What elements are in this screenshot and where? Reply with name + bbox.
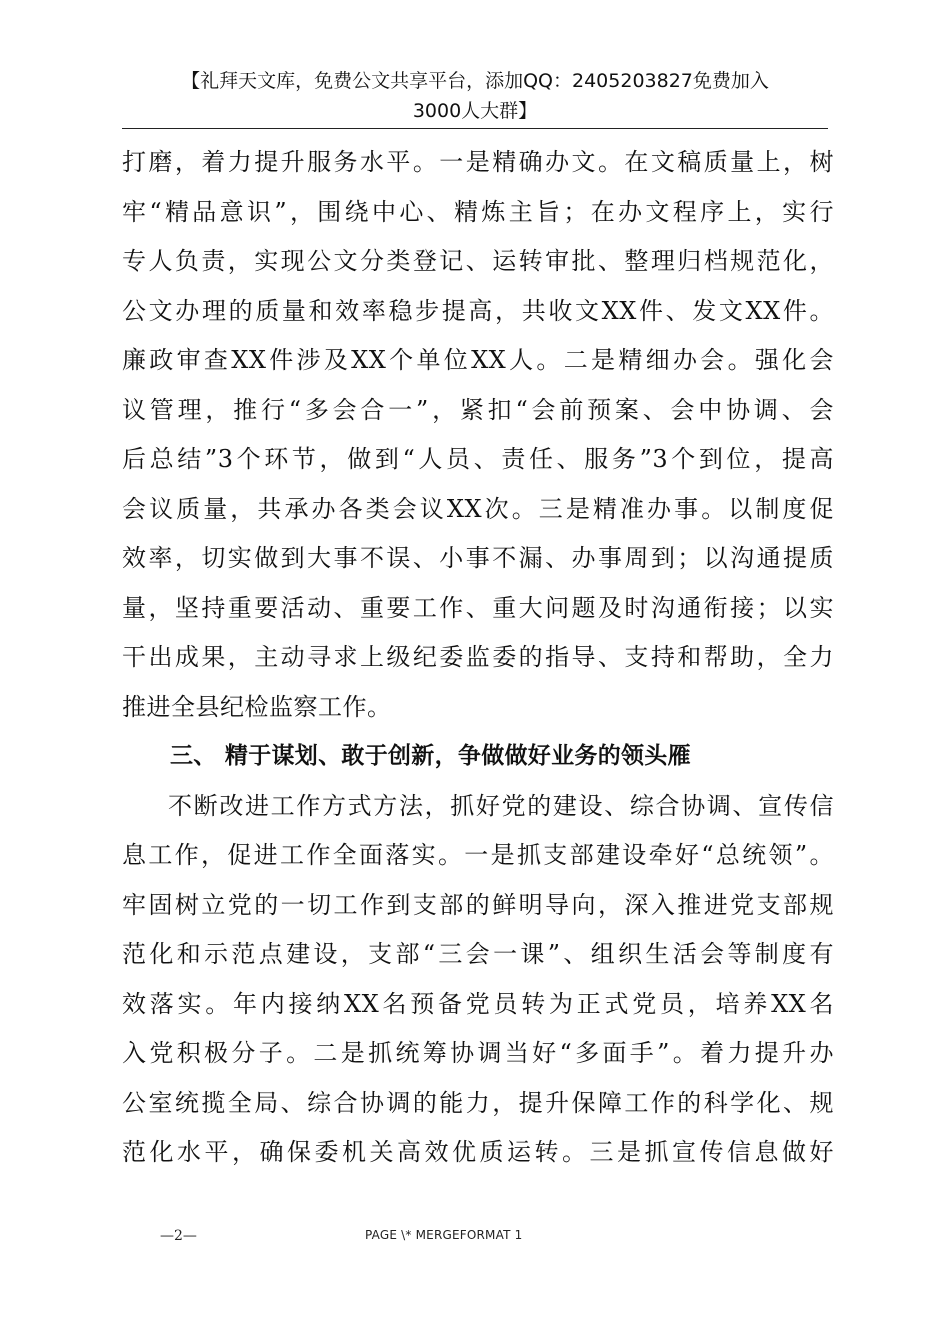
body-line: 干出成果，主动寻求上级纪委监委的指导、支持和帮助，全力	[122, 643, 834, 671]
body-line: 牢固树立党的一切工作到支部的鲜明导向，深入推进党支部规	[122, 890, 834, 919]
body-line: 议管理，推行“多会合一”，紧扣“会前预案、会中协调、会	[122, 395, 834, 424]
footer-field-code: PAGE \* MERGEFORMAT 1	[365, 1228, 523, 1242]
body-line: 量，坚持重要活动、重要工作、重大问题及时沟通衔接；以实	[122, 593, 834, 622]
header-line-1: 【礼拜天文库，免费公文共享平台，添加QQ：2405203827免费加入	[181, 70, 769, 92]
body-line: 效落实。年内接纳XX名预备党员转为正式党员，培养XX名	[122, 989, 834, 1018]
header-divider	[122, 128, 828, 129]
body-line: 廉政审查XX件涉及XX个单位XX人。二是精细办会。强化会	[122, 346, 834, 374]
body-line: 公文办理的质量和效率稳步提高，共收文XX件、发文XX件。	[122, 296, 834, 325]
body-line: 专人负责，实现公文分类登记、运转审批、整理归档规范化，	[122, 247, 834, 275]
body-line: 不断改进工作方式方法，抓好党的建设、综合协调、宣传信	[168, 791, 834, 820]
document-body	[122, 138, 834, 1178]
body-line: 会议质量，共承办各类会议XX次。三是精准办事。以制度促	[122, 494, 834, 523]
body-line: 范化和示范点建设，支部“三会一课”、组织生活会等制度有	[122, 940, 834, 968]
body-line: 打磨，着力提升服务水平。一是精确办文。在文稿质量上，树	[122, 148, 834, 176]
document-header	[122, 66, 828, 126]
body-line: 效率，切实做到大事不误、小事不漏、办事周到；以沟通提质	[122, 544, 834, 572]
body-line: 后总结”3个环节，做到“人员、责任、服务”3个到位，提高	[122, 445, 834, 473]
body-line: 公室统揽全局、综合协调的能力，提升保障工作的科学化、规	[122, 1088, 834, 1117]
body-line: 入党积极分子。二是抓统筹协调当好“多面手”。着力提升办	[122, 1039, 834, 1067]
section-heading: 三、 精于谋划、敢于创新，争做做好业务的领头雁	[170, 743, 691, 769]
body-line: 牢“精品意识”，围绕中心、精炼主旨；在办文程序上，实行	[122, 197, 834, 226]
body-line: 息工作，促进工作全面落实。一是抓支部建设牵好“总统领”。	[122, 841, 834, 869]
body-line: 推进全县纪检监察工作。	[122, 692, 392, 721]
header-line-2: 3000人大群】	[412, 100, 538, 122]
page-number: —2—	[160, 1228, 197, 1244]
body-line: 范化水平，确保委机关高效优质运转。三是抓宣传信息做好	[122, 1138, 834, 1166]
